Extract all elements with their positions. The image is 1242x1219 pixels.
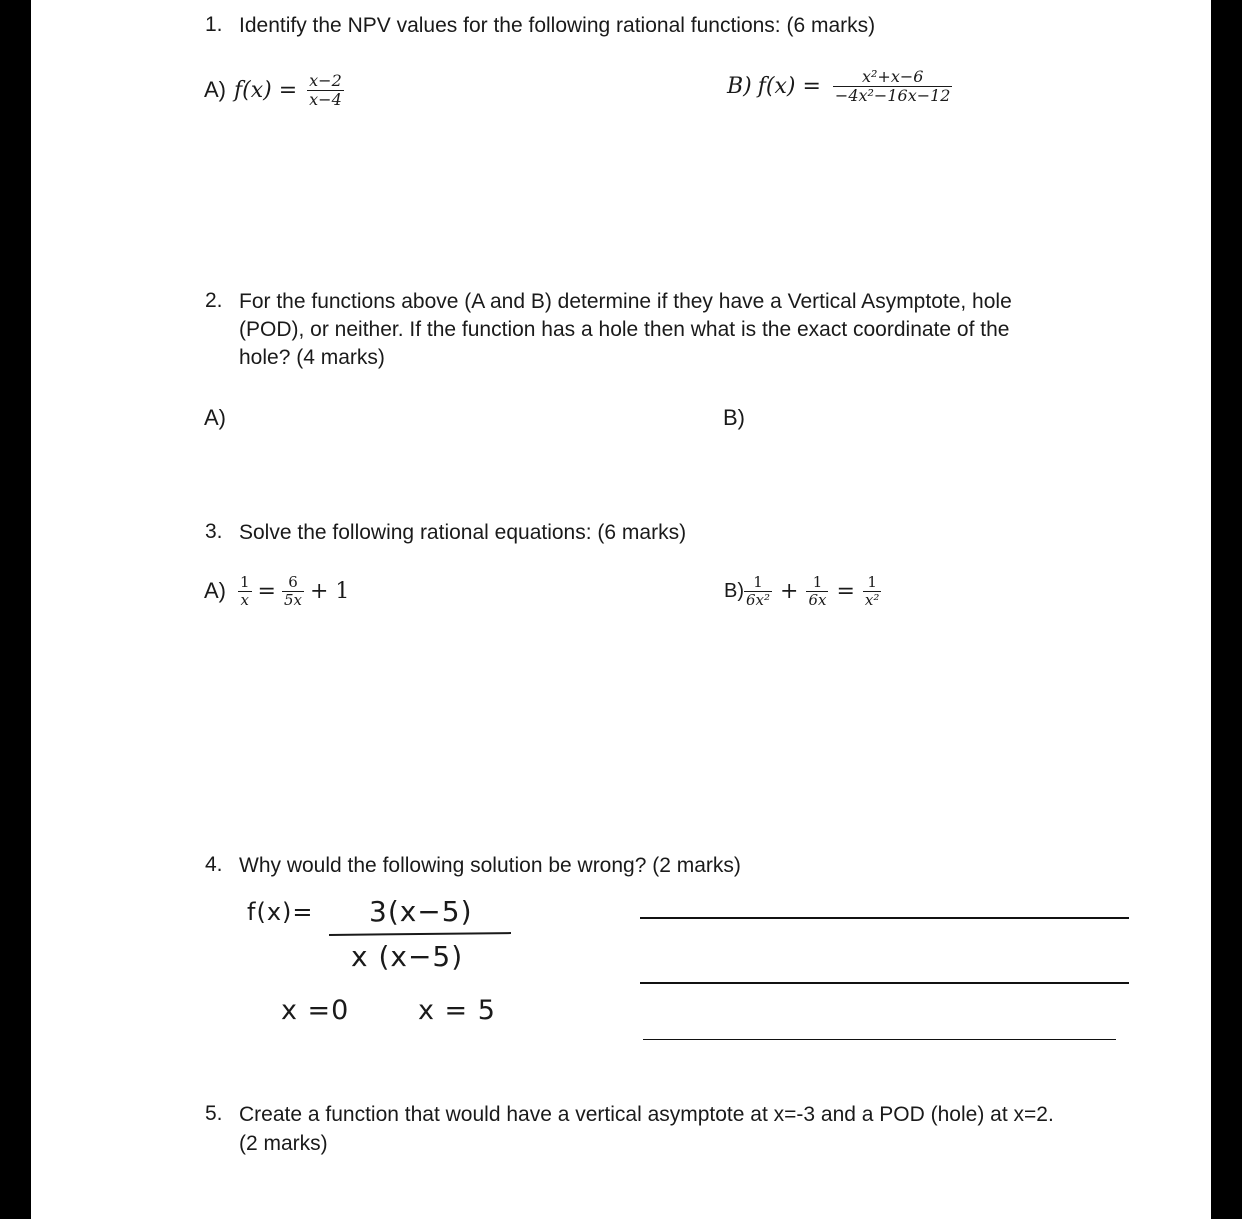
handwritten-x-equals-5: x = 5	[418, 995, 496, 1026]
q1-number: 1.	[205, 13, 223, 36]
denominator: 6x	[808, 591, 827, 609]
equals-sign: =	[836, 578, 855, 604]
answer-line-1[interactable]	[640, 917, 1129, 919]
q5-line1: Create a function that would have a vertical asymptote at x=-3 and a POD (hole) at x=2.	[239, 1103, 1054, 1126]
q1-a-numerator: x−2	[309, 71, 342, 90]
denominator: 6x²	[746, 591, 771, 609]
equals-sign: =	[257, 578, 276, 604]
denominator: x²	[864, 591, 880, 609]
q3-number: 3.	[205, 520, 223, 543]
worksheet-page	[31, 0, 1211, 1219]
handwritten-fraction-bar	[329, 932, 511, 936]
q3-b-fraction-3	[863, 574, 881, 609]
q1-b-denominator: −4x²−16x−12	[834, 86, 951, 106]
q2-line3: hole? (4 marks)	[239, 346, 385, 369]
q3-equation-a	[204, 574, 349, 609]
q3-a-fraction-1	[238, 574, 252, 609]
numerator: 1	[240, 573, 250, 591]
q2-a-label: A)	[204, 405, 226, 430]
q1-a-label: A)	[204, 77, 226, 103]
q3-b-label: B)	[724, 579, 744, 602]
q1-b-label: B)	[727, 73, 752, 99]
answer-line-3[interactable]	[643, 1039, 1116, 1040]
q1-b-fraction	[833, 68, 953, 105]
denominator: x	[240, 591, 249, 609]
q3-a-label: A)	[204, 578, 226, 604]
q1-a-func: f(x) =	[234, 77, 298, 103]
q1-b-func: f(x) =	[757, 73, 821, 99]
q1-text: Identify the NPV values for the following rational functions: (6 marks)	[239, 14, 876, 37]
handwritten-numerator: 3(x−5)	[369, 895, 473, 928]
denominator: 5x	[283, 591, 302, 609]
q2-line2: (POD), or neither. If the function has a hole then what is the exact coordinate of the	[239, 318, 1010, 341]
q3-b-fraction-1	[744, 574, 772, 609]
q1-a-denominator: x−4	[309, 90, 342, 110]
numerator: 6	[288, 573, 298, 591]
answer-line-2[interactable]	[640, 982, 1129, 984]
q1-a-fraction	[307, 72, 344, 109]
q5-number: 5.	[205, 1102, 223, 1125]
q1-function-b	[727, 68, 952, 105]
q4-number: 4.	[205, 853, 223, 876]
q2-number: 2.	[205, 289, 223, 312]
handwritten-denominator: x (x−5)	[351, 940, 464, 973]
q3-equation-b	[724, 574, 881, 609]
q3-a-tail: + 1	[310, 578, 350, 604]
handwritten-x-equals-0: x =0	[281, 995, 350, 1026]
q5-line2: (2 marks)	[239, 1132, 328, 1155]
plus-sign: +	[780, 578, 799, 604]
q1-b-numerator: x²+x−6	[861, 67, 924, 86]
q3-b-fraction-2	[806, 574, 828, 609]
numerator: 1	[867, 573, 877, 591]
q1-function-a	[204, 72, 344, 109]
q2-b-label: B)	[723, 405, 745, 430]
q3-a-fraction-2	[282, 574, 304, 609]
numerator: 1	[753, 573, 763, 591]
q2-line1: For the functions above (A and B) determine if they have a Vertical Asymptote, hole	[239, 290, 1012, 313]
numerator: 1	[812, 573, 823, 591]
handwritten-fx: f(x)=	[247, 898, 314, 926]
q4-text: Why would the following solution be wrong? (2 marks)	[239, 854, 741, 877]
q3-text: Solve the following rational equations: (6 marks)	[239, 521, 687, 544]
